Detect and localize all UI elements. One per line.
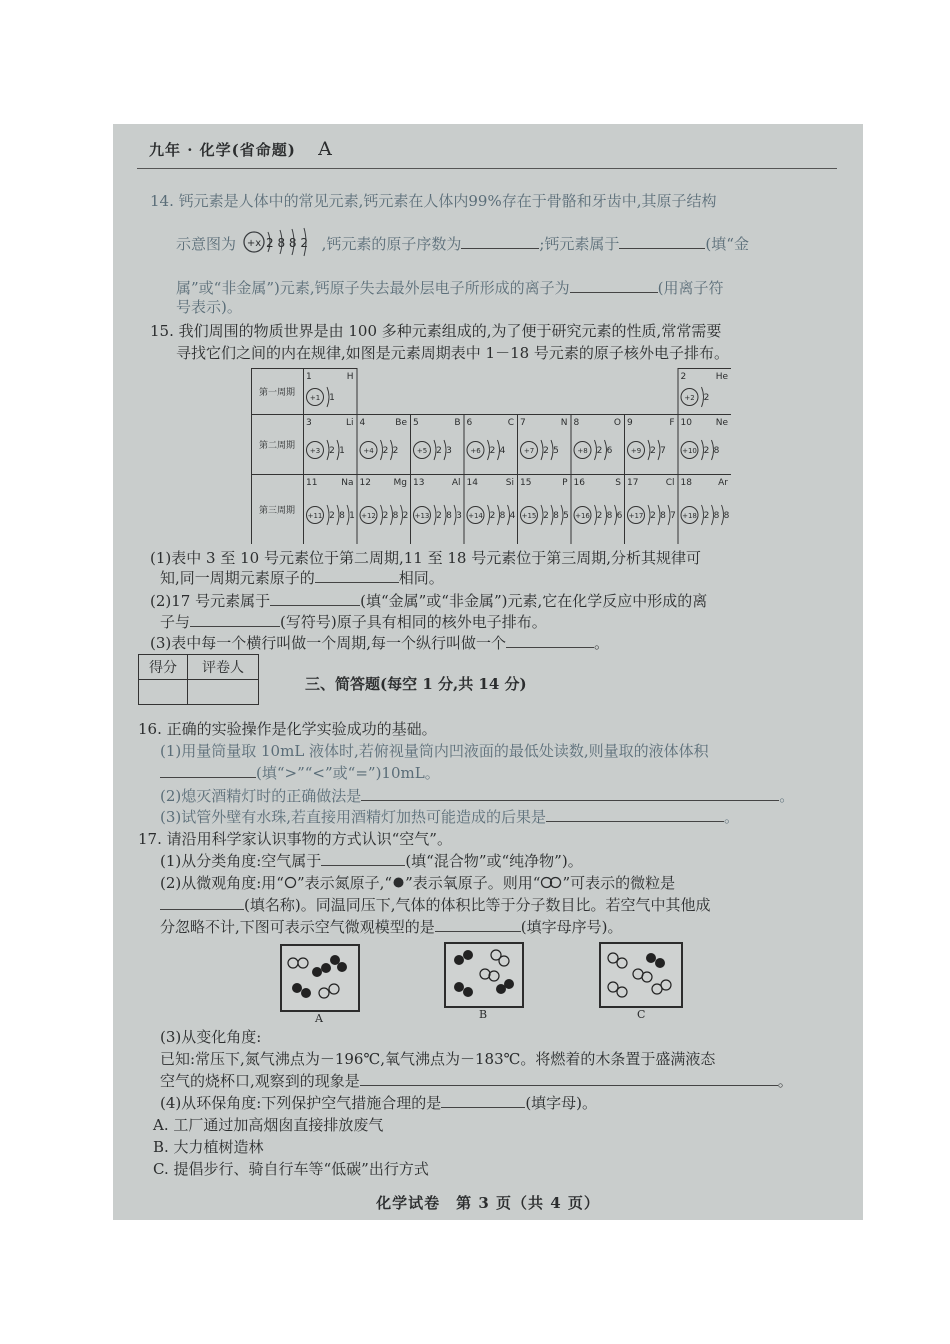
nucleus-charge: +16 [575,512,590,520]
q14-text: 示意图为 [176,235,237,253]
shell-electron-count: 2 [402,511,409,521]
model-label-a: A [315,1012,323,1025]
shell-electron-count: 1 [329,393,335,403]
atomic-number: 17 [627,478,639,488]
q17-p1 [160,850,583,872]
exam-page [113,124,863,1220]
q17-p3b [160,1070,793,1092]
shell-electron-count: 7 [660,446,666,456]
shell-electron-count: 2 [329,511,335,521]
q17-text: ”表示氧原子。则用“ [405,874,541,892]
element-symbol: F [669,418,675,428]
answer-blank[interactable] [435,917,521,932]
shell-electron-count: 2 [543,511,549,521]
q16-p3 [160,806,739,828]
atomic-number: 9 [627,418,633,428]
q17-option-c: C. 提倡步行、骑自行车等“低碳”出行方式 [153,1160,429,1178]
element-symbol: S [615,478,621,488]
q16-p1a: (1)用量筒量取 10mL 液体时,若俯视量筒内凹液面的最低处读数,则量取的液体体积 [160,742,709,760]
shell-electron-count: 8 [713,446,720,456]
q14-text: 属”或“非金属”)元素,钙原子失去最外层电子所形成的离子为 [176,279,570,297]
q15-text: 。 [594,634,610,652]
period-label: 第一周期 [258,388,296,398]
element-symbol: Cl [665,478,675,488]
shell-electron-count: 2 [543,446,549,456]
period-label: 第三周期 [258,506,296,516]
answer-blank[interactable] [160,763,256,778]
shell-electron-count: 2 [436,446,442,456]
q16-text: (填“>”“<”或“=”)10mL。 [256,764,440,782]
shell-electron-count: 2 [703,446,710,456]
nucleus-charge: +1 [309,394,321,402]
q14-line3 [176,277,724,299]
answer-blank[interactable] [360,1071,778,1086]
shell-electron-count: 2 [329,446,335,456]
nucleus-charge: +8 [577,447,588,455]
q17-option-b: B. 大力植树造林 [153,1138,264,1156]
header-divider [137,168,837,169]
q15-p3 [150,632,609,654]
q15-p1a: (1)表中 3 至 10 号元素位于第二周期,11 至 18 号元素位于第三周期,分析其规律可 [150,549,701,567]
q15-text: (填“金属”或“非金属”)元素,它在化学反应中形成的离 [360,592,708,610]
q17-text: 分忽略不计,下图可表示空气微观模型的是 [160,918,435,936]
header-title: 九年 · 化学(省命题) [149,141,296,159]
element-symbol: Ar [718,478,728,488]
atomic-number: 11 [306,478,318,488]
nucleus-charge: +4 [363,447,374,455]
model-label-c: C [637,1008,646,1021]
element-symbol: Be [395,418,407,428]
element-symbol: Si [505,478,514,488]
header-version: A [318,138,333,160]
shell-electron-count: 2 [489,446,496,456]
nucleus-charge: +18 [682,512,697,520]
nucleus-charge: +3 [309,447,321,455]
element-symbol: Na [341,478,354,488]
nucleus-charge: +12 [361,512,376,520]
q17-text: (1)从分类角度:空气属于 [160,852,322,870]
section-title: 三、简答题(每空 1 分,共 14 分) [305,675,527,693]
q15-p2c [160,611,547,633]
q17-text: 。 [777,1072,793,1090]
q16-p2 [160,785,794,807]
shell-electron-count: 2 [382,511,389,521]
q17-text: ”可表示的微粒是 [562,874,676,892]
nucleus-charge: +13 [414,512,430,520]
element-symbol: Ne [715,418,728,428]
score-box [138,654,259,705]
q16-text: 。 [779,787,795,805]
answer-blank[interactable] [160,895,244,910]
atomic-number: 10 [680,418,692,428]
score-label: 得分 [139,655,188,680]
q17-text: (4)从环保角度:下列保护空气措施合理的是 [160,1094,442,1112]
q17-text: (填“混合物”或“纯净物”)。 [405,852,583,870]
q14-text: ;钙元素属于 [539,235,620,253]
q17-text: 空气的烧杯口,观察到的现象是 [160,1072,360,1090]
q15-text: (2)17 号元素属于 [150,592,271,610]
element-symbol: N [560,418,568,428]
shell-electron-count: 8 [553,511,559,521]
answer-blank[interactable] [506,633,594,648]
shell-electron-count: 2 [703,511,710,521]
element-symbol: O [613,418,621,428]
answer-blank[interactable] [570,278,658,293]
answer-blank[interactable] [190,612,280,627]
q17-text: (2)从微观角度:用“ [160,874,284,892]
q15-text: (写符号)原子具有相同的核外电子排布。 [280,613,547,631]
shell-electron-count: 8 [392,511,399,521]
q15-text: 知,同一周期元素原子的 [160,569,315,587]
q16-text: 。 [724,808,740,826]
q15-p2a [150,590,707,612]
grader-label: 评卷人 [188,655,259,680]
score-field[interactable] [139,680,188,705]
element-symbol: He [715,372,728,382]
shell-electron-count: 8 [339,511,345,521]
atomic-number: 6 [466,418,473,428]
answer-blank[interactable] [546,807,724,822]
shell-electron-count: 7 [670,511,676,521]
shell-electron-count: 2 [489,511,496,521]
answer-blank[interactable] [321,851,405,866]
shell-electron-count: 3 [456,511,462,521]
shell-electron-count: 2 [596,446,603,456]
element-symbol: Al [451,478,461,488]
q17-text: (填字母)。 [525,1094,598,1112]
element-symbol: C [507,418,514,428]
q15-line2: 寻找它们之间的内在规律,如图是元素周期表中 1－18 号元素的原子核外电子排布。 [176,344,729,362]
nucleus-charge: +14 [468,512,483,520]
element-symbol: Mg [393,478,407,488]
answer-blank[interactable] [270,591,360,606]
nucleus-charge: +7 [523,447,535,455]
q14-text: ,钙元素的原子序数为 [321,235,462,253]
element-symbol: P [562,478,568,488]
q17-p3a: 已知:常压下,氮气沸点为－196℃,氧气沸点为－183℃。将燃着的木条置于盛满液态 [160,1050,716,1068]
shell-electron-count: 2 [650,511,656,521]
q17-title: 17. 请沿用科学家认识事物的方式认识“空气”。 [138,830,452,848]
atomic-number: 14 [466,478,478,488]
atomic-number: 2 [680,372,687,382]
q14-line2 [176,225,749,265]
model-label-b: B [479,1008,488,1021]
shell-electron-count: 8 [446,511,452,521]
q15-line1: 15. 我们周围的物质世界是由 100 多种元素组成的,为了便于研究元素的性质,常常需要 [150,322,722,340]
q15-text: (3)表中每一个横行叫做一个周期,每一个纵行叫做一个 [150,634,507,652]
q14-text: (填“金 [705,235,749,253]
q17-p3-title: (3)从变化角度: [160,1028,262,1046]
shell-electron-count: 8 [723,511,730,521]
nucleus-charge: +11 [307,512,323,520]
q17-text: (填字母序号)。 [520,918,623,936]
atom-shells: 2 8 8 2 [265,236,308,250]
q14-line1: 14. 钙元素是人体中的常见元素,钙元素在人体内99%存在于骨骼和牙齿中,其原子结构 [150,192,717,210]
period-label: 第二周期 [258,441,296,451]
answer-blank[interactable] [461,234,539,249]
q17-p4 [160,1092,597,1114]
q14-text: (用离子符 [657,279,724,297]
q17-text: ”表示氮原子,“ [296,874,393,892]
atomic-number: 3 [306,418,312,428]
page-header [149,138,333,160]
atomic-number: 18 [680,478,692,488]
nucleus-charge: +6 [470,447,481,455]
nucleus-charge: +2 [684,394,695,402]
q17-p2f [160,916,623,938]
shell-electron-count: 8 [606,511,613,521]
q16-p1b [160,762,440,784]
q16-text: (2)熄灭酒精灯时的正确做法是 [160,787,362,805]
q17-text: (填名称)。同温同压下,气体的体积比等于分子数目比。若空气中其他成 [244,896,711,914]
nucleus-charge: +5 [416,447,428,455]
element-symbol: Li [345,418,354,428]
shell-electron-count: 6 [606,446,613,456]
shell-electron-count: 1 [349,511,355,521]
atomic-number: 13 [413,478,425,488]
shell-electron-count: 1 [339,446,345,456]
air-model-a [280,944,360,1012]
atomic-number: 15 [520,478,532,488]
nitrogen-molecule-icon [540,876,562,889]
atomic-number: 4 [359,418,366,428]
shell-electron-count: 8 [713,511,720,521]
oxygen-atom-icon [392,876,405,889]
shell-electron-count: 4 [509,511,516,521]
shell-electron-count: 4 [499,446,506,456]
atom-nucleus: +x [246,238,261,249]
air-model-c [599,942,683,1008]
answer-blank[interactable] [441,1093,525,1108]
shell-electron-count: 2 [392,446,399,456]
calcium-atom-diagram [241,225,317,265]
atomic-number: 16 [573,478,585,488]
shell-electron-count: 6 [616,511,623,521]
grader-field[interactable] [188,680,259,705]
nucleus-charge: +9 [630,447,642,455]
shell-electron-count: 8 [660,511,666,521]
shell-electron-count: 3 [446,446,452,456]
q16-text: (3)试管外壁有水珠,若直接用酒精灯加热可能造成的后果是 [160,808,547,826]
q15-text: 相同。 [398,569,444,587]
shell-electron-count: 2 [703,393,710,403]
nucleus-charge: +17 [628,512,644,520]
page-footer: 化学试卷 第 3 页（共 4 页） [376,1194,600,1212]
atomic-number: 5 [413,418,419,428]
answer-blank[interactable] [315,568,399,583]
shell-electron-count: 8 [499,511,506,521]
element-symbol: H [346,372,354,382]
atomic-number: 1 [306,372,312,382]
q17-option-a: A. 工厂通过加高烟囱直接排放废气 [153,1116,384,1134]
atomic-number: 8 [573,418,580,428]
shell-electron-count: 5 [563,511,569,521]
q15-text: 子与 [160,613,191,631]
q15-p1b [160,567,444,589]
periodic-table [251,368,731,548]
nucleus-charge: +10 [682,447,697,455]
shell-electron-count: 5 [553,446,559,456]
answer-blank[interactable] [619,234,705,249]
q14-line4: 号表示)。 [176,298,242,316]
q17-p2 [160,872,675,894]
element-symbol: B [454,418,461,428]
nitrogen-atom-icon [284,876,297,889]
atomic-number: 12 [359,478,371,488]
shell-electron-count: 2 [382,446,389,456]
air-model-b [444,942,524,1008]
q16-title: 16. 正确的实验操作是化学实验成功的基础。 [138,720,437,738]
q17-p2e [160,894,710,916]
shell-electron-count: 2 [650,446,656,456]
nucleus-charge: +15 [521,512,537,520]
answer-blank[interactable] [361,786,779,801]
shell-electron-count: 2 [596,511,603,521]
atomic-number: 7 [520,418,526,428]
shell-electron-count: 2 [436,511,442,521]
